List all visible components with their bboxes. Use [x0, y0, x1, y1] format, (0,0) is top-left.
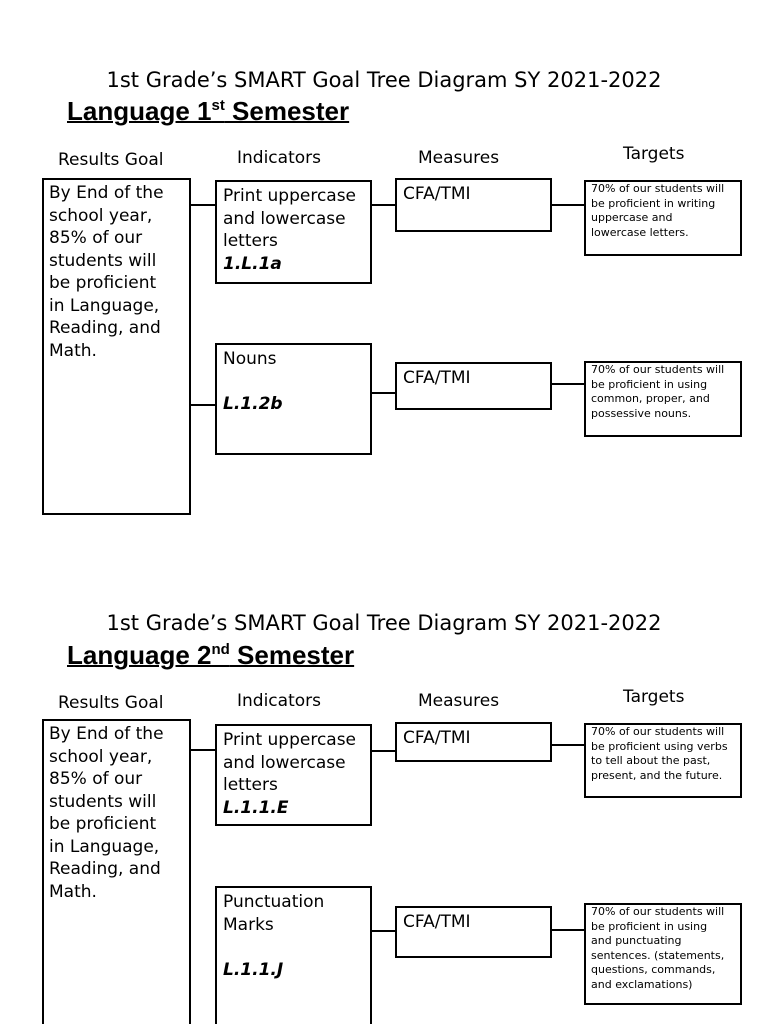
measure-box [395, 722, 552, 762]
indicator-text-line: Print uppercase [223, 186, 357, 206]
column-header-indicators: Indicators [237, 691, 321, 711]
column-header-measures: Measures [418, 691, 500, 711]
results-goal-box [42, 719, 191, 1024]
results-goal-line: By End of the [49, 724, 164, 744]
subtitle-ordinal-suffix: st [211, 97, 225, 114]
subtitle-suffix: Semester [224, 96, 350, 126]
target-text-line: be proficient in writing [591, 196, 716, 210]
target-box [584, 180, 742, 256]
connector-line [191, 404, 215, 406]
connector-line [552, 204, 584, 206]
results-goal-line: be proficient [49, 273, 157, 293]
subtitle-suffix: Semester [229, 640, 355, 670]
measure-box [395, 178, 552, 232]
results-goal-line: By End of the [49, 183, 164, 203]
semester-subtitle [67, 96, 349, 126]
subtitle-label: Language 2 [67, 640, 212, 670]
results-goal-line: 85% of our [49, 769, 143, 789]
target-box [584, 903, 742, 1005]
target-text-line: lowercase letters. [591, 225, 689, 239]
indicator-text-line: Print uppercase [223, 730, 357, 750]
measure-text: CFA/TMI [403, 184, 471, 204]
results-goal-line: be proficient [49, 814, 157, 834]
connector-line [552, 929, 584, 931]
measure-box [395, 362, 552, 410]
results-goal-line: Reading, and [49, 859, 161, 879]
indicator-standard-code: L.1.1.J [223, 959, 284, 980]
indicator-standard-code: 1.L.1a [223, 253, 282, 274]
indicator-box [215, 343, 372, 455]
indicator-text-line: letters [223, 231, 278, 251]
target-text-line: common, proper, and [591, 392, 710, 405]
target-text-line: possessive nouns. [591, 406, 692, 420]
indicator-box [215, 180, 372, 284]
indicator-text-line: and lowercase [223, 208, 346, 229]
target-text-line: to tell about the past, [591, 754, 711, 767]
results-goal-line: in Language, [49, 836, 160, 857]
connector-line [372, 392, 395, 394]
target-text-line: 70% of our students will [591, 905, 725, 918]
results-goal-box [42, 178, 191, 515]
measure-text: CFA/TMI [403, 912, 471, 932]
connector-line [552, 383, 584, 385]
indicator-text-line: Punctuation [223, 892, 325, 912]
indicator-standard-code: L.1.2b [223, 394, 283, 414]
results-goal-line: Math. [49, 340, 97, 361]
diagram-title: 1st Grade’s SMART Goal Tree Diagram SY 2021-2022 [106, 68, 662, 92]
target-text-line: present, and the future. [591, 768, 723, 782]
results-goal-line: school year, [49, 746, 153, 767]
column-header-results-goal: Results Goal [58, 693, 164, 713]
column-header-targets: Targets [623, 687, 685, 707]
results-goal-line: school year, [49, 205, 153, 226]
target-text-line: and punctuating [591, 934, 682, 947]
connector-line [372, 930, 395, 932]
column-header-targets: Targets [623, 144, 685, 164]
connector-line [191, 204, 215, 206]
measure-text: CFA/TMI [403, 728, 471, 748]
results-goal-line: 85% of our [49, 228, 143, 248]
indicator-box [215, 886, 372, 1024]
target-text-line: questions, commands, [591, 963, 716, 976]
indicator-standard-code: L.1.1.E [223, 797, 289, 818]
target-text-line: be proficient in using [591, 377, 708, 391]
connector-line [552, 744, 584, 746]
indicator-text-line: Marks [223, 914, 274, 935]
results-goal-line: Math. [49, 881, 97, 902]
target-text-line: 70% of our students will [591, 363, 725, 376]
subtitle-label: Language 1 [67, 96, 212, 126]
indicator-text-line: and lowercase [223, 752, 346, 773]
column-header-measures: Measures [418, 148, 500, 168]
target-box [584, 361, 742, 437]
target-text-line: 70% of our students will [591, 182, 725, 195]
semester-subtitle [67, 640, 354, 670]
indicator-box [215, 724, 372, 826]
target-text-line: and exclamations) [591, 977, 693, 991]
measure-box [395, 906, 552, 958]
column-header-indicators: Indicators [237, 148, 321, 168]
connector-line [191, 749, 215, 751]
target-text-line: 70% of our students will [591, 725, 725, 738]
diagram-title: 1st Grade’s SMART Goal Tree Diagram SY 2021-2022 [106, 611, 662, 635]
results-goal-line: students will [49, 791, 157, 812]
subtitle-ordinal-suffix: nd [211, 641, 230, 658]
column-header-results-goal: Results Goal [58, 150, 164, 170]
indicator-text-line: letters [223, 775, 278, 795]
target-text-line: be proficient in using [591, 919, 708, 933]
results-goal-line: in Language, [49, 295, 160, 316]
results-goal-line: Reading, and [49, 318, 161, 338]
connector-line [372, 204, 395, 206]
target-text-line: sentences. (statements, [591, 948, 725, 962]
results-goal-line: students will [49, 250, 157, 271]
measure-text: CFA/TMI [403, 368, 471, 388]
indicator-text-line: Nouns [223, 349, 277, 369]
connector-line [372, 750, 395, 752]
target-text-line: uppercase and [591, 211, 673, 224]
target-box [584, 723, 742, 798]
target-text-line: be proficient using verbs [591, 739, 728, 753]
